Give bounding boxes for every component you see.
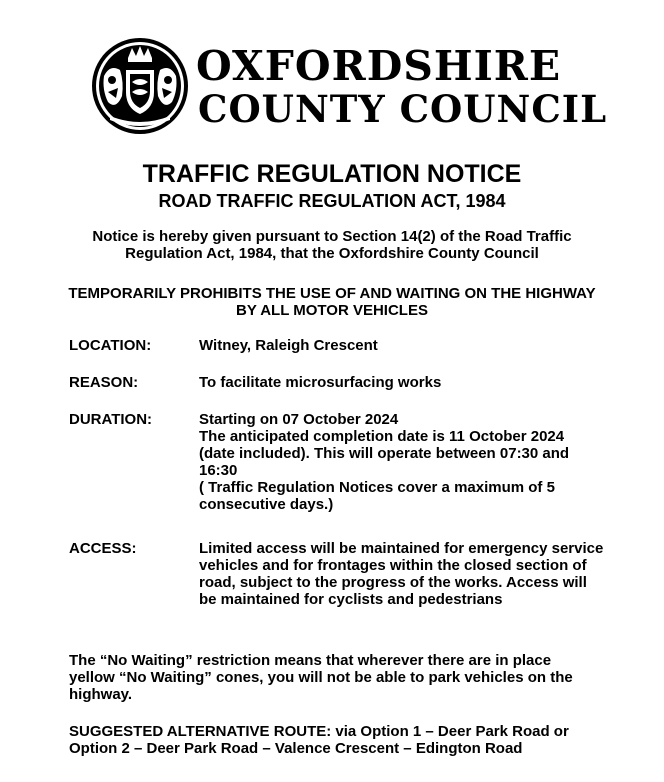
access-value — [199, 540, 639, 608]
duration-label: DURATION: — [69, 411, 153, 428]
no-waiting-paragraph — [69, 652, 639, 703]
intro-line: Regulation Act, 1984, that the Oxfordshire County Council — [125, 245, 539, 262]
no-waiting-line: yellow “No Waiting” cones, you will not be able to park vehicles on the — [69, 669, 573, 686]
alternative-route-line: SUGGESTED ALTERNATIVE ROUTE: via Option 1 – Deer Park Road or — [69, 723, 569, 740]
access-line: be maintained for cyclists and pedestrians — [199, 591, 503, 608]
no-waiting-line: highway. — [69, 686, 133, 703]
location-value-text: Witney, Raleigh Crescent — [199, 337, 378, 354]
duration-line: consecutive days.) — [199, 496, 334, 513]
prohibition-line: TEMPORARILY PROHIBITS THE USE OF AND WAITING ON THE HIGHWAY — [68, 285, 596, 302]
access-label: ACCESS: — [69, 540, 137, 557]
alternative-route-line: Option 2 – Deer Park Road – Valence Crescent – Edington Road — [69, 740, 523, 757]
intro-line: Notice is hereby given pursuant to Section 14(2) of the Road Traffic — [92, 228, 572, 245]
access-line: road, subject to the progress of the works. Access will — [199, 574, 587, 591]
location-label: LOCATION: — [69, 337, 152, 354]
access-line: vehicles and for frontages within the closed section of — [199, 557, 587, 574]
intro-paragraph — [0, 228, 664, 262]
prohibition-statement — [0, 285, 664, 319]
reason-value-text: To facilitate microsurfacing works — [199, 374, 442, 391]
access-line: Limited access will be maintained for emergency service — [199, 540, 604, 557]
no-waiting-line: The “No Waiting” restriction means that wherever there are in place — [69, 652, 552, 669]
reason-value — [199, 374, 639, 391]
reason-label: REASON: — [69, 374, 139, 391]
duration-line: (date included). This will operate between 07:30 and — [199, 445, 570, 462]
org-name-line1: OXFORDSHIRE — [196, 42, 562, 90]
duration-line: Starting on 07 October 2024 — [199, 411, 399, 428]
alternative-route-paragraph — [69, 723, 639, 757]
duration-value — [199, 411, 639, 513]
council-header — [90, 36, 608, 136]
duration-line: ( Traffic Regulation Notices cover a maximum of 5 — [199, 479, 555, 496]
council-crest-icon — [90, 36, 190, 136]
duration-line: The anticipated completion date is 11 October 2024 — [199, 428, 565, 445]
notice-title: TRAFFIC REGULATION NOTICE — [142, 160, 522, 188]
notice-subtitle: ROAD TRAFFIC REGULATION ACT, 1984 — [158, 191, 506, 211]
duration-line: 16:30 — [199, 462, 238, 479]
location-value — [199, 337, 639, 354]
prohibition-line: BY ALL MOTOR VEHICLES — [236, 302, 428, 319]
org-name-line2: COUNTY COUNCIL — [198, 87, 608, 131]
